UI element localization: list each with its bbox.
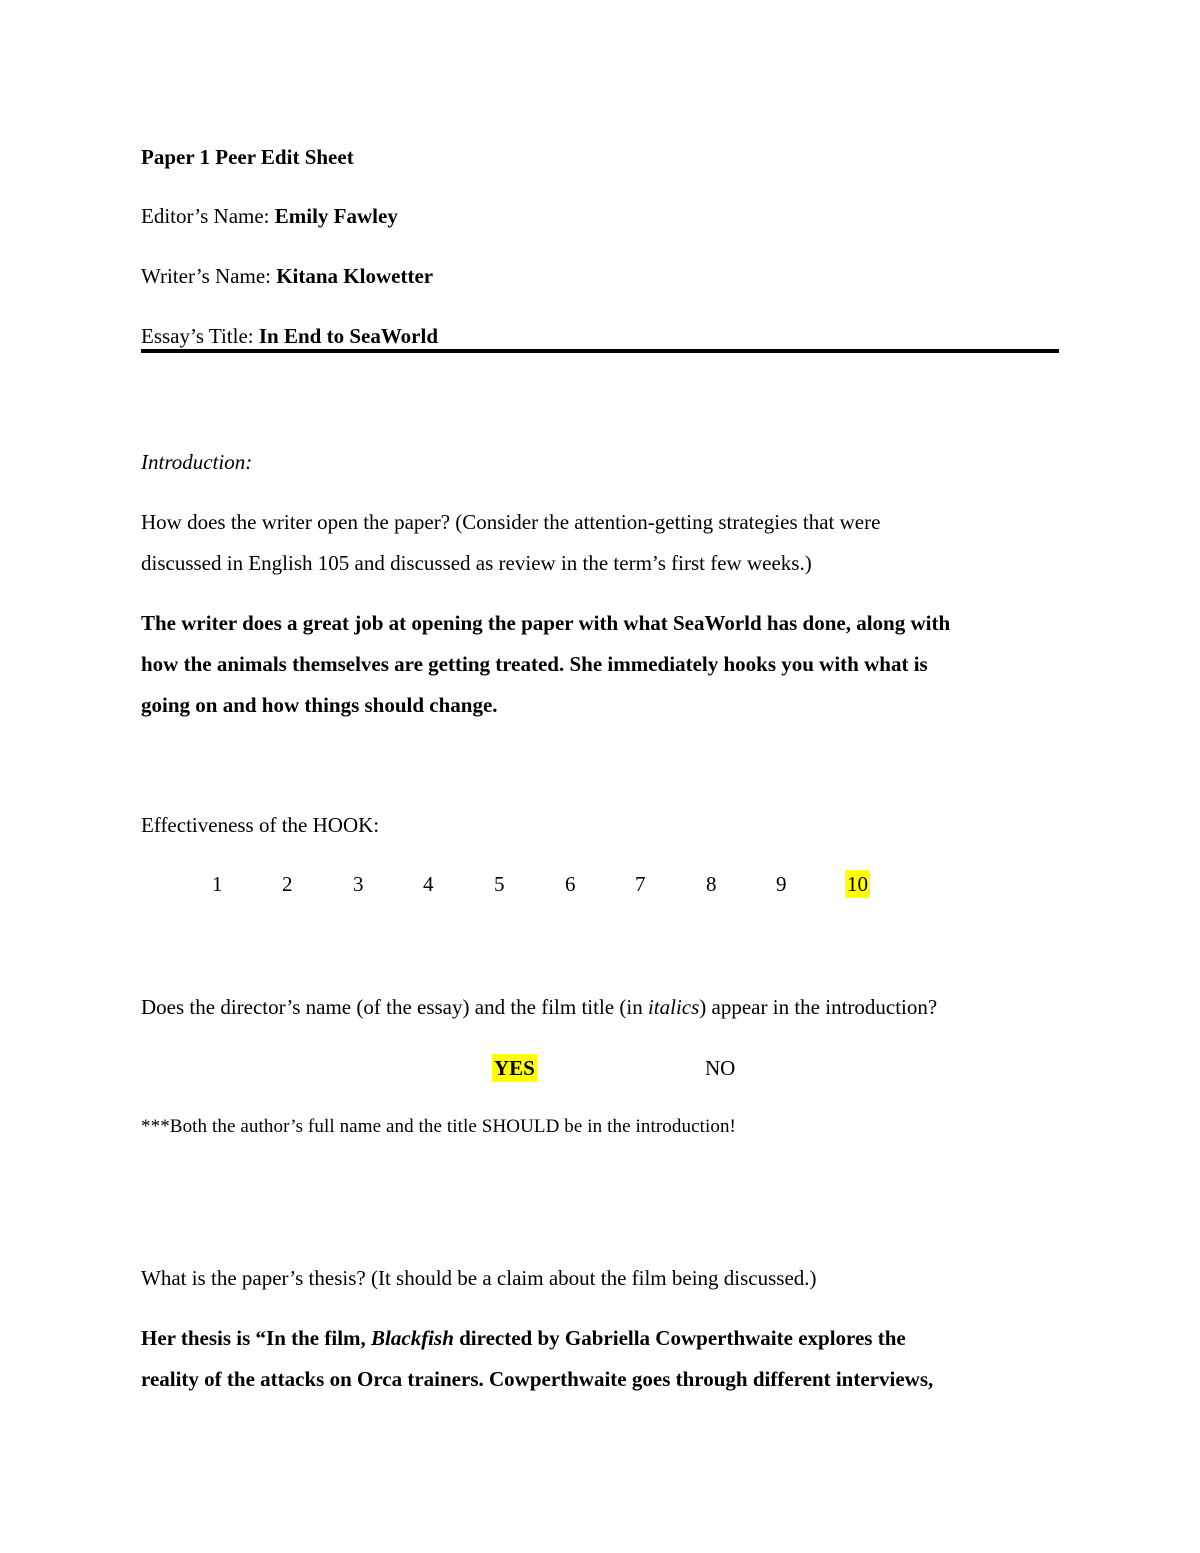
document-title: Paper 1 Peer Edit Sheet [141, 145, 354, 169]
thesis-answer-before: Her thesis is “In the film, [141, 1326, 372, 1350]
rating-option-4[interactable]: 4 [423, 872, 434, 896]
director-question-before: Does the director’s name (of the essay) and the film title (in [141, 995, 648, 1019]
intro-answer-line-2: how the animals themselves are getting treated. She immediately hooks you with what is [141, 652, 928, 676]
writer-name-row [141, 262, 433, 290]
rating-option-7[interactable]: 7 [635, 872, 646, 896]
director-question [141, 993, 937, 1021]
intro-answer-line-1: The writer does a great job at opening the paper with what SeaWorld has done, along with [141, 611, 951, 635]
rating-option-8[interactable]: 8 [706, 872, 717, 896]
rating-option-1[interactable]: 1 [212, 872, 223, 896]
essay-title-value: In End to SeaWorld [258, 324, 439, 348]
writer-name-value: Kitana Klowetter [276, 264, 434, 288]
intro-answer-line-3: going on and how things should change. [141, 693, 498, 717]
rating-option-10-selected[interactable]: 10 [847, 872, 868, 896]
director-note: ***Both the author’s full name and the title SHOULD be in the introduction! [141, 1116, 736, 1137]
no-option[interactable]: NO [705, 1056, 736, 1080]
director-question-italic: italics [647, 995, 700, 1019]
introduction-heading: Introduction: [141, 450, 253, 474]
thesis-answer-line-1 [141, 1324, 906, 1352]
thesis-question: What is the paper’s thesis? (It should be a claim about the film being discussed.) [141, 1266, 817, 1290]
rating-option-3[interactable]: 3 [353, 872, 364, 896]
thesis-answer-line-2: reality of the attacks on Orca trainers. Cowperthwaite goes through different interviews, [141, 1367, 934, 1391]
editor-name-value: Emily Fawley [274, 204, 398, 228]
rating-option-6[interactable]: 6 [565, 872, 576, 896]
intro-question-line-2: discussed in English 105 and discussed as review in the term’s first few weeks.) [141, 551, 812, 575]
yes-option-selected[interactable]: YES [494, 1056, 535, 1080]
editor-name-label: Editor’s Name: [141, 204, 275, 228]
intro-question-line-1: How does the writer open the paper? (Consider the attention-getting strategies that were [141, 510, 881, 534]
rating-option-2[interactable]: 2 [282, 872, 293, 896]
director-question-after: ) appear in the introduction? [699, 995, 938, 1019]
essay-title-row [141, 322, 438, 350]
thesis-answer-after: directed by Gabriella Cowperthwaite explores the [453, 1326, 906, 1350]
header-divider [141, 349, 1059, 353]
hook-label: Effectiveness of the HOOK: [141, 813, 380, 837]
thesis-film-title: Blackfish [371, 1326, 454, 1350]
rating-option-5[interactable]: 5 [494, 872, 505, 896]
writer-name-label: Writer’s Name: [141, 264, 277, 288]
editor-name-row [141, 202, 398, 230]
rating-option-9[interactable]: 9 [776, 872, 787, 896]
essay-title-label: Essay’s Title: [141, 324, 259, 348]
